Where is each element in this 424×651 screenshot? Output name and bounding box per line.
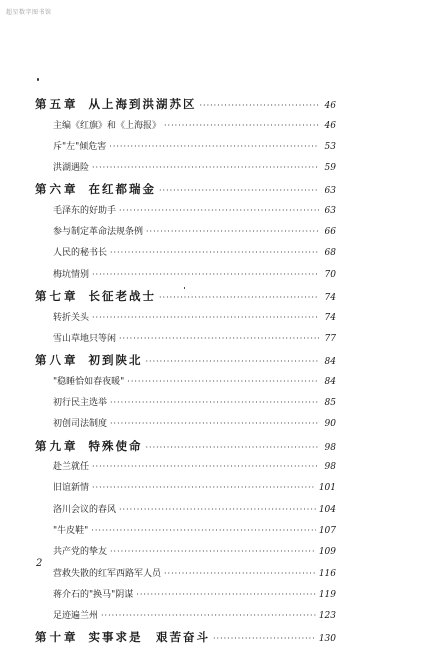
toc-page-number: 85 — [324, 397, 336, 408]
toc-section-row — [35, 480, 336, 501]
toc-section-row — [35, 310, 336, 331]
dot-leader — [92, 163, 319, 172]
section-title: 共产党的挚友 — [53, 547, 108, 558]
dot-leader — [110, 419, 319, 428]
toc-page-number: 63 — [324, 186, 336, 197]
section-title: 营救失散的红军西路军人员 — [53, 568, 162, 579]
toc-section-row — [35, 523, 336, 544]
toc-page-number: 84 — [324, 376, 336, 387]
toc-section-row — [35, 459, 336, 480]
toc-page-number: 101 — [318, 483, 336, 494]
dot-leader — [146, 227, 319, 236]
toc-chapter-row — [35, 181, 336, 203]
chapter-number: 第五章 — [35, 97, 79, 111]
toc-chapter-row — [35, 96, 336, 118]
section-title: 洪湖遇险 — [53, 163, 90, 174]
section-title: 雪山草地只等闲 — [53, 333, 117, 344]
toc-section-row — [35, 160, 336, 181]
toc-chapter-row — [35, 352, 336, 374]
chapter-title: 在红都瑞金 — [88, 182, 156, 197]
toc-page-number: 109 — [318, 547, 336, 558]
dot-leader — [119, 505, 316, 514]
dot-leader — [119, 334, 319, 343]
dot-leader — [164, 569, 316, 578]
toc-section-row — [35, 224, 336, 245]
toc-page-number: 98 — [324, 462, 336, 473]
chapter-number: 第七章 — [35, 289, 79, 304]
toc-chapter-row — [35, 438, 336, 460]
chapter-title: 初到陕北 — [88, 353, 143, 368]
section-title: 蒋介石的"换马"阴谋 — [53, 589, 134, 600]
section-title: 洛川会议的春风 — [53, 504, 117, 515]
dot-leader — [92, 270, 319, 279]
toc-section-row — [35, 139, 336, 160]
section-title: 旧谊新情 — [53, 483, 90, 494]
toc-page-number: 74 — [324, 293, 336, 304]
toc-page-number: 98 — [324, 442, 336, 453]
watermark: 超星数字图书馆 — [6, 9, 52, 16]
section-title: 初创司法制度 — [53, 419, 108, 430]
dot-leader — [136, 590, 316, 599]
dot-leader — [109, 142, 319, 151]
section-title: 初行民主选举 — [53, 397, 108, 408]
chapter-title: 实事求是 艰苦奋斗 — [88, 630, 210, 645]
chapter-number: 第六章 — [35, 182, 79, 197]
toc-page-number: 46 — [324, 120, 336, 131]
section-title: 赴兰就任 — [53, 462, 90, 473]
toc-page-number: 59 — [324, 163, 336, 174]
toc-chapter-row — [35, 629, 336, 651]
chapter-title: 特殊使命 — [88, 438, 143, 453]
dot-leader — [110, 248, 319, 257]
dot-leader — [92, 462, 319, 471]
page-number: 2 — [36, 558, 43, 569]
dot-leader — [92, 483, 316, 492]
chapter-number: 第九章 — [35, 438, 79, 453]
dot-leader — [110, 398, 319, 407]
toc-section-row — [35, 566, 336, 587]
toc-page-number: 90 — [324, 419, 336, 430]
toc-page-number: 84 — [324, 357, 336, 368]
toc-section-row — [35, 374, 336, 395]
toc-section-row — [35, 395, 336, 416]
section-title: "稳睡恰如春夜暖" — [53, 376, 125, 387]
toc-section-row — [35, 502, 336, 523]
chapter-title: 长征老战士 — [88, 289, 156, 304]
toc-page-number: 104 — [318, 504, 336, 515]
dot-leader — [164, 121, 319, 130]
section-title: "牛皮鞋" — [53, 525, 89, 536]
toc-page-number: 123 — [318, 611, 336, 622]
toc-section-row — [35, 118, 336, 139]
section-title: 足迹遍兰州 — [53, 611, 99, 622]
toc-page-number: 66 — [324, 227, 336, 238]
dot-leader — [101, 611, 316, 620]
toc-page-number: 74 — [324, 312, 336, 323]
toc-section-row — [35, 544, 336, 565]
dot-leader — [92, 313, 319, 322]
toc-section-row — [35, 416, 336, 437]
chapter-number: 第十章 — [35, 630, 79, 645]
toc-page-number: 70 — [324, 269, 336, 280]
toc-section-row — [35, 587, 336, 608]
dot-leader — [127, 377, 319, 386]
section-title: 毛泽东的好助手 — [53, 205, 117, 216]
toc-page-number: 53 — [324, 141, 336, 152]
scan-speck — [37, 78, 39, 81]
section-title: 梅坑情别 — [53, 269, 90, 280]
section-title: 参与制定革命法规条例 — [53, 227, 144, 238]
toc-page-number: 119 — [318, 589, 336, 600]
toc-page-number: 68 — [324, 248, 336, 259]
toc-page-number: 107 — [318, 525, 336, 536]
section-title: 斥"左"倾危害 — [53, 141, 107, 152]
dot-leader — [91, 526, 316, 535]
section-title: 人民的秘书长 — [53, 248, 108, 259]
dot-leader — [159, 293, 319, 302]
dot-leader — [119, 206, 319, 215]
dot-leader — [213, 634, 316, 643]
toc-page-number: 63 — [324, 205, 336, 216]
toc-section-row — [35, 267, 336, 288]
toc-chapter-row — [35, 288, 336, 310]
toc-page-number: 46 — [324, 101, 336, 111]
toc-section-row — [35, 203, 336, 224]
chapter-title: 从上海到洪湖苏区 — [88, 97, 197, 111]
toc-page-number: 116 — [318, 568, 336, 579]
chapter-number: 第八章 — [35, 353, 79, 368]
toc-section-row — [35, 331, 336, 352]
dot-leader — [146, 357, 320, 366]
dot-leader — [146, 443, 320, 452]
table-of-contents — [35, 96, 336, 651]
toc-page-number: 130 — [318, 634, 336, 645]
toc-section-row — [35, 245, 336, 266]
section-title: 主编《红旗》和《上海报》 — [53, 120, 162, 131]
section-title: 转折关头 — [53, 312, 90, 323]
dot-leader — [200, 101, 320, 110]
toc-page-number: 77 — [324, 333, 336, 344]
dot-leader — [159, 186, 319, 195]
toc-section-row — [35, 608, 336, 629]
dot-leader — [110, 547, 316, 556]
